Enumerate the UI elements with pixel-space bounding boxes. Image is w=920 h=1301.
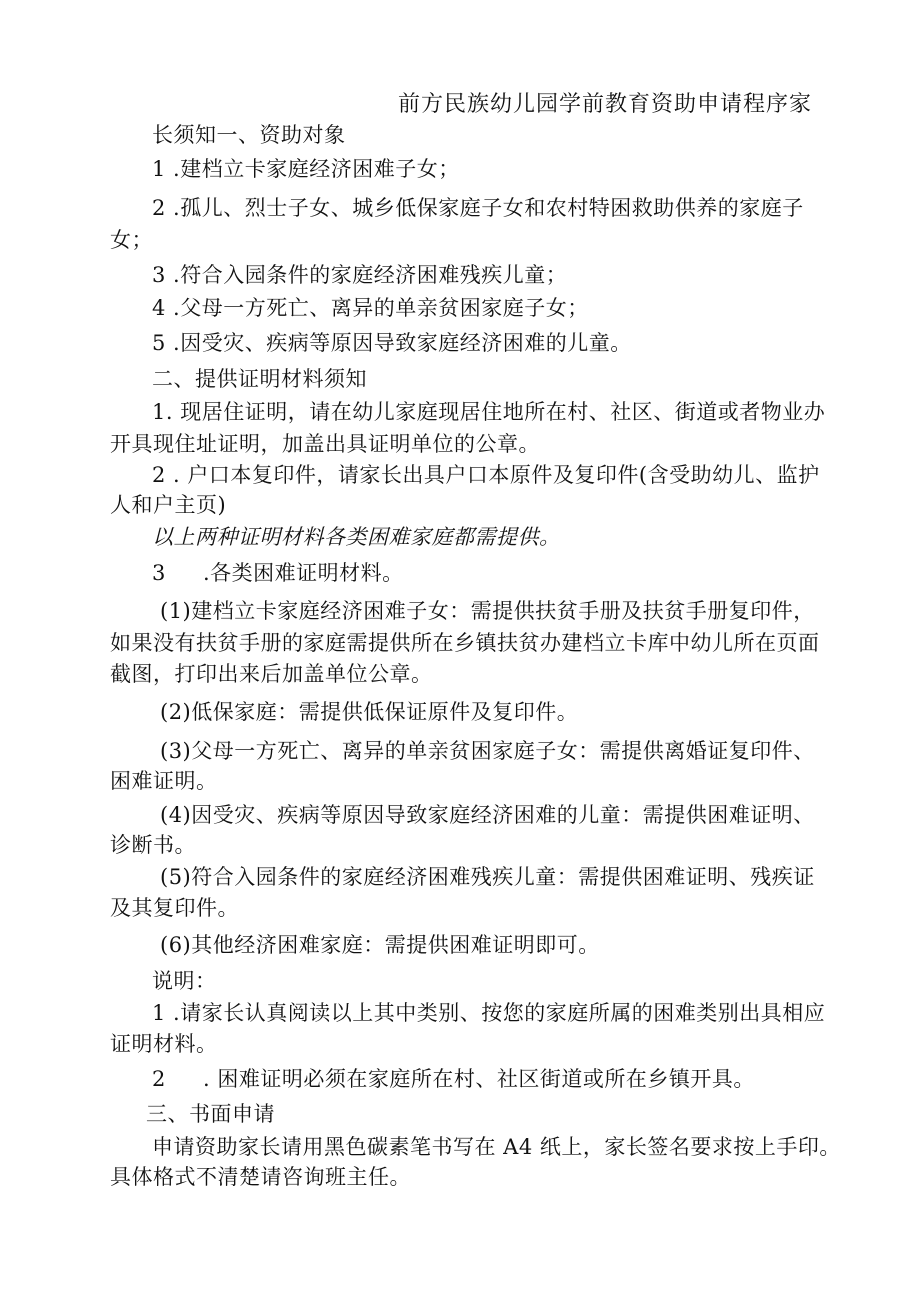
section-2-line-3: 2 . 户口本复印件，请家长出具户口本原件及复印件(含受助幼儿、监护	[152, 463, 820, 487]
section-1-item-1: 1 .建档立卡家庭经济困难子女；	[152, 157, 460, 181]
section-2-line-2: 开具现住址证明，加盖出具证明单位的公章。	[110, 432, 540, 456]
section-1-item-2: 2 .孤儿、烈士子女、城乡低保家庭子女和农村特困救助供养的家庭子	[152, 196, 804, 220]
section-2-item-3-number: 3	[152, 561, 166, 585]
sub-item-3-line-2: 困难证明。	[110, 769, 218, 793]
sub-item-4-line-2: 诊断书。	[110, 833, 196, 857]
sub-item-1-line-2: 如果没有扶贫手册的家庭需提供所在乡镇扶贫办建档立卡库中幼儿所在页面	[110, 631, 820, 655]
section-1-item-4: 4 .父母一方死亡、离异的单亲贫困家庭子女；	[152, 296, 589, 320]
section-2-line-4: 人和户主页)	[110, 493, 227, 517]
sub-item-5-line-2: 及其复印件。	[110, 896, 239, 920]
section-3-heading: 三、书面申请	[146, 1102, 275, 1126]
sub-item-1-line-3: 截图，打印出来后加盖单位公章。	[110, 662, 433, 686]
section-2-italic-note: 以上两种证明材料各类困难家庭都需提供。	[152, 525, 561, 549]
notes-heading: 说明：	[152, 969, 217, 993]
section-1-item-5: 5 .因受灾、疾病等原因导致家庭经济困难的儿童。	[152, 331, 632, 355]
sub-item-2: (2)低保家庭：需提供低保证原件及复印件。	[160, 700, 579, 724]
sub-item-3-line-1: (3)父母一方死亡、离异的单亲贫困家庭子女：需提供离婚证复印件、	[160, 739, 815, 763]
document-title: 前方民族幼儿园学前教育资助申请程序家	[398, 92, 813, 117]
notes-line-2: 证明材料。	[110, 1032, 218, 1056]
section-2-heading: 二、提供证明材料须知	[152, 367, 367, 391]
notes-line-1: 1 .请家长认真阅读以上其中类别、按您的家庭所属的困难类别出具相应	[152, 1001, 826, 1025]
section-1-item-2-continued: 女；	[110, 228, 153, 252]
section-1-item-3: 3 .符合入园条件的家庭经济困难残疾儿童；	[152, 263, 568, 287]
sub-item-5-line-1: (5)符合入园条件的家庭经济困难残疾儿童：需提供困难证明、残疾证	[160, 865, 815, 889]
section-1-heading: 长须知一、资助对象	[152, 123, 346, 147]
sub-item-1-line-1: (1)建档立卡家庭经济困难子女：需提供扶贫手册及扶贫手册复印件，	[160, 599, 815, 623]
notes-item-2-text: . 困难证明必须在家庭所在村、社区街道或所在乡镇开具。	[203, 1067, 755, 1091]
sub-item-6: (6)其他经济困难家庭：需提供困难证明即可。	[160, 933, 600, 957]
section-3-line-2: 具体格式不清楚请咨询班主任。	[110, 1165, 411, 1189]
sub-item-4-line-1: (4)因受灾、疾病等原因导致家庭经济困难的儿童：需提供困难证明、	[160, 803, 815, 827]
section-2-item-3-text: .各类困难证明材料。	[203, 561, 404, 585]
section-3-line-1: 申请资助家长请用黑色碳素笔书写在 A4 纸上，家长签名要求按上手印。	[152, 1135, 841, 1159]
notes-item-2-number: 2	[152, 1067, 166, 1091]
section-2-line-1: 1. 现居住证明，请在幼儿家庭现居住地所在村、社区、街道或者物业办	[152, 400, 826, 424]
